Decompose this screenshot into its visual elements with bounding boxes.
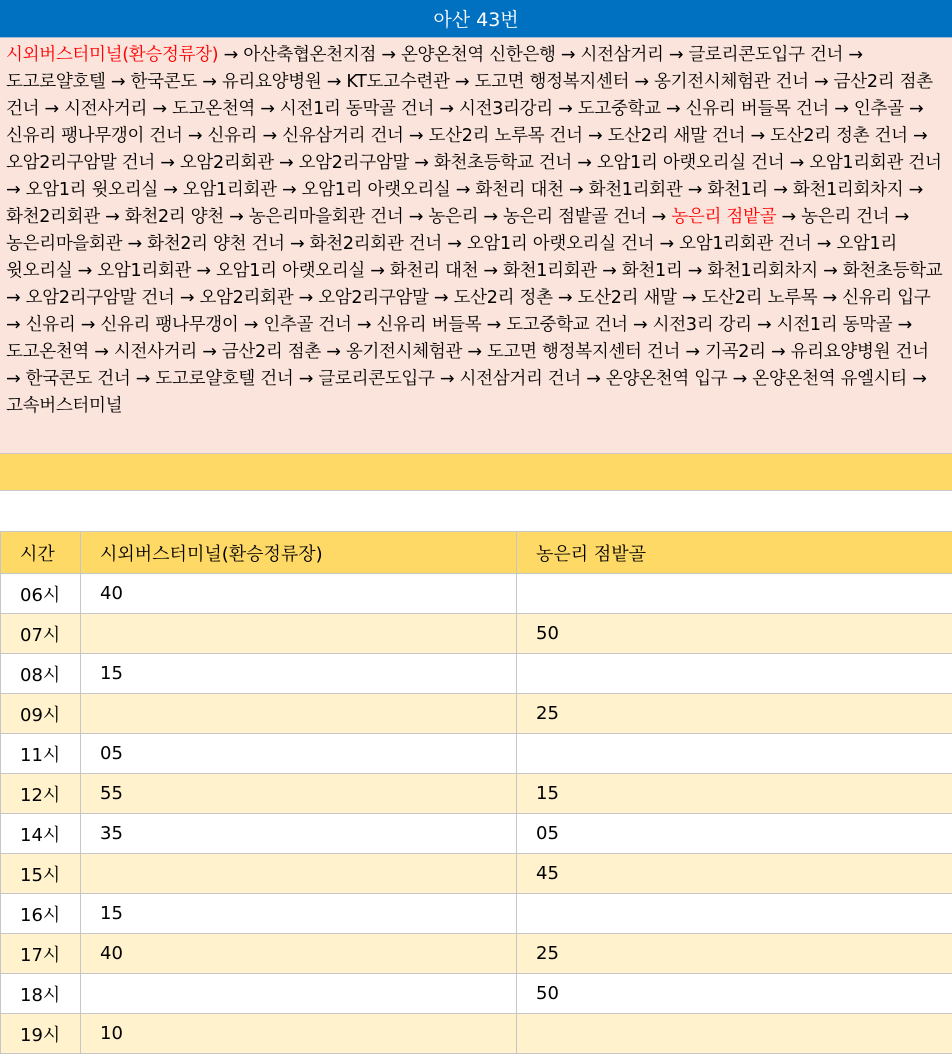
terminal-departure-cell: 35 — [81, 814, 517, 854]
terminal-departure-cell: 15 — [81, 654, 517, 694]
hour-cell: 09시 — [1, 694, 81, 734]
table-row — [1, 654, 952, 694]
nongeunri-departure-cell: 25 — [517, 934, 952, 974]
hour-cell: 15시 — [1, 854, 81, 894]
nongeunri-departure-cell — [517, 894, 952, 934]
nongeunri-departure-cell — [517, 574, 952, 614]
table-row — [1, 774, 952, 814]
timetable — [0, 531, 952, 1054]
table-row — [1, 734, 952, 774]
hour-cell: 07시 — [1, 614, 81, 654]
hour-cell: 08시 — [1, 654, 81, 694]
table-row — [1, 894, 952, 934]
table-row — [1, 974, 952, 1014]
hour-cell: 16시 — [1, 894, 81, 934]
hour-cell: 14시 — [1, 814, 81, 854]
route-description — [0, 38, 952, 454]
nongeunri-departure-cell — [517, 734, 952, 774]
hour-cell: 18시 — [1, 974, 81, 1014]
page-title: 아산 43번 — [433, 5, 518, 32]
header-nongeunri: 농은리 점밭골 — [517, 532, 952, 574]
hour-cell: 17시 — [1, 934, 81, 974]
nongeunri-departure-cell — [517, 1014, 952, 1054]
nongeunri-departure-cell: 25 — [517, 694, 952, 734]
route-title-bar — [0, 0, 952, 38]
terminal-departure-cell — [81, 614, 517, 654]
table-row — [1, 614, 952, 654]
spacer — [0, 491, 952, 531]
hour-cell: 06시 — [1, 574, 81, 614]
nongeunri-departure-cell: 50 — [517, 614, 952, 654]
timetable-header-row — [1, 532, 952, 574]
table-row — [1, 814, 952, 854]
header-terminal: 시외버스터미널(환승정류장) — [81, 532, 517, 574]
terminal-departure-cell — [81, 854, 517, 894]
nongeunri-departure-cell: 45 — [517, 854, 952, 894]
terminal-departure-cell — [81, 974, 517, 1014]
route-start-stop: 시외버스터미널(환승정류장) — [6, 45, 218, 65]
terminal-departure-cell: 40 — [81, 574, 517, 614]
hour-cell: 19시 — [1, 1014, 81, 1054]
nongeunri-departure-cell: 15 — [517, 774, 952, 814]
route-turnaround-stop: 농은리 점밭골 — [671, 207, 776, 227]
terminal-departure-cell: 15 — [81, 894, 517, 934]
nongeunri-departure-cell: 05 — [517, 814, 952, 854]
route-stops-part1: → 아산축협온천지점 → 온양온천역 신한은행 → 시전삼거리 → 글로리콘도입구 건너 → 도고로얄호텔 → 한국콘도 → 유리요양병원 → KT도고수련관 → 도고면 행정복지센터 → 옹기전시체험관 건너 → 금산2리 점촌 건너 → 시전사거리 → 도고온천역 → 시전1리 동막골 건너 → 시전3리강리 → 도고중학교 → 신유리 버들목 건너 → 인추골 → 신유리 팽나무갱이 건너 → 신유리 → 신유삼거리 건너 → 도산2리 노루목 건너 → 도산2리 새말 건너 → 도산2리 정촌 건너 → 오암2리구암말 건너 → 오암2리회관 → 오암2리구암말 → 화천초등학교 건너 → 오암1리 아랫오리실 건너 → 오암1리회관 건너 → 오암1리 윗오리실 → 오암1리회관 → 오암1리 아랫오리실 → 화천리 대천 → 화천1리회관 → 화천1리 → 화천1리회차지 → 화천2리회관 → 화천2리 양천 → 농은리마을회관 건너 → 농은리 → 농은리 점밭골 건너 → — [6, 45, 942, 227]
table-row — [1, 934, 952, 974]
table-row — [1, 694, 952, 734]
terminal-departure-cell: 05 — [81, 734, 517, 774]
header-hour: 시간 — [1, 532, 81, 574]
table-row — [1, 574, 952, 614]
nongeunri-departure-cell: 50 — [517, 974, 952, 1014]
divider-band — [0, 454, 952, 491]
hour-cell: 12시 — [1, 774, 81, 814]
route-stops-part2: → 농은리 건너 → 농은리마을회관 → 화천2리 양천 건너 → 화천2리회관 건너 → 오암1리 아랫오리실 건너 → 오암1리회관 건너 → 오암1리 윗오리실 → 오암1리회관 → 오암1리 아랫오리실 → 화천리 대천 → 화천1리회관 → 화천1리 → 화천1리회차지 → 화천초등학교 → 오암2리구암말 건너 → 오암2리회관 → 오암2리구암말 → 도산2리 정촌 → 도산2리 새말 → 도산2리 노루목 → 신유리 입구 → 신유리 → 신유리 팽나무갱이 → 인추골 건너 → 신유리 버들목 → 도고중학교 건너 → 시전3리 강리 → 시전1리 동막골 → 도고온천역 → 시전사거리 → 금산2리 점촌 → 옹기전시체험관 → 도고면 행정복지센터 건너 → 기곡2리 → 유리요양병원 건너 → 한국콘도 건너 → 도고로얄호텔 건너 → 글로리콘도입구 → 시전삼거리 건너 → 온양온천역 입구 → 온양온천역 유엘시티 → 고속버스터미널 — [6, 207, 942, 416]
nongeunri-departure-cell — [517, 654, 952, 694]
table-row — [1, 1014, 952, 1054]
hour-cell: 11시 — [1, 734, 81, 774]
table-row — [1, 854, 952, 894]
terminal-departure-cell: 55 — [81, 774, 517, 814]
terminal-departure-cell — [81, 694, 517, 734]
terminal-departure-cell: 10 — [81, 1014, 517, 1054]
terminal-departure-cell: 40 — [81, 934, 517, 974]
